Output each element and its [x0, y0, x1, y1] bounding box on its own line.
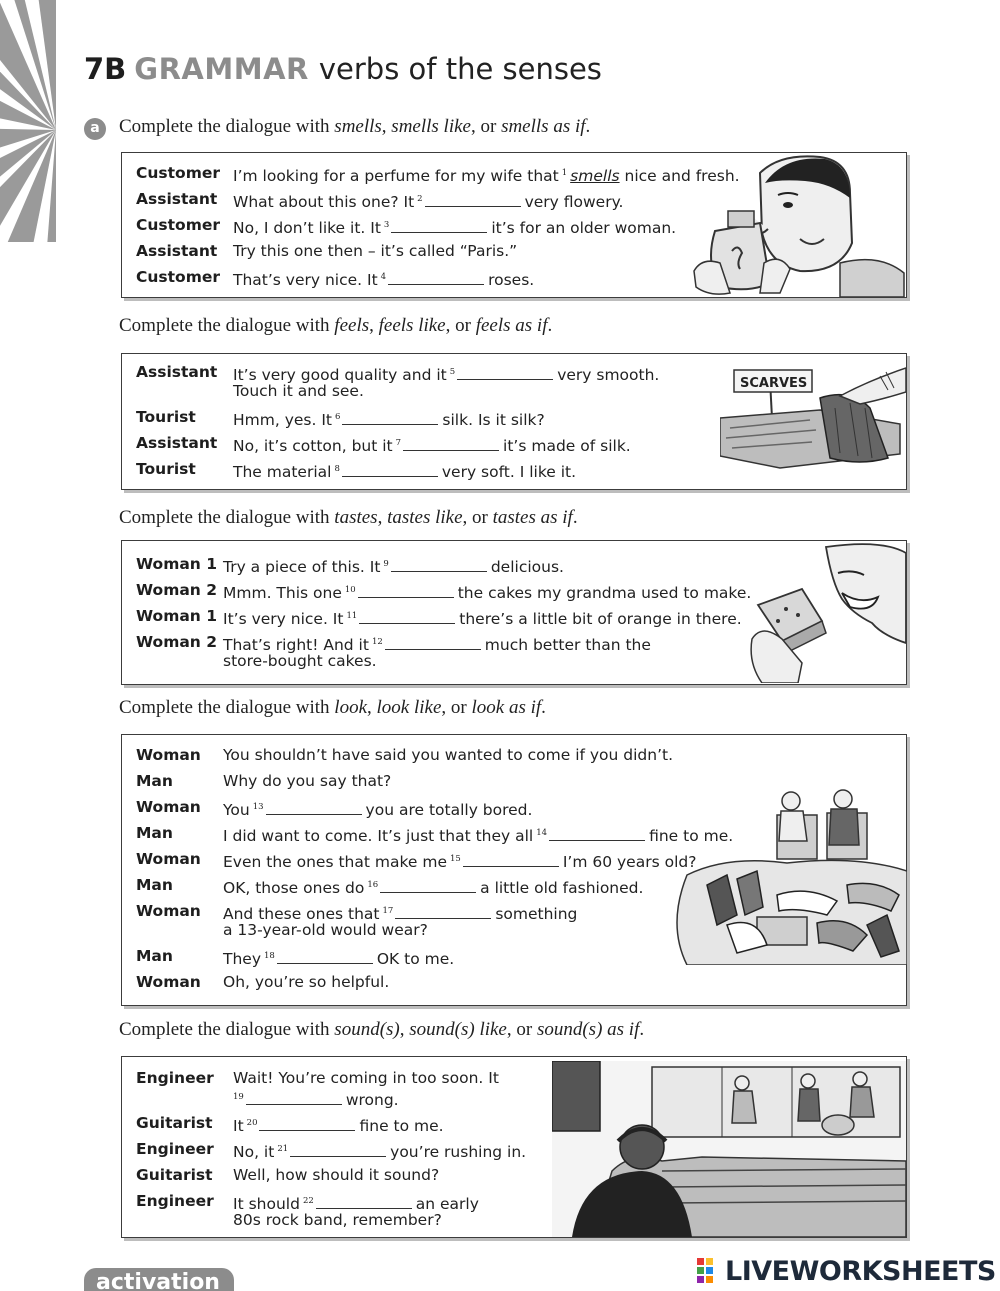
speaker: Woman [136, 973, 201, 991]
speaker: Tourist [136, 408, 196, 426]
recording-studio-illustration [552, 1061, 906, 1237]
answer-blank[interactable] [391, 219, 487, 233]
dialogue-line: What about this one? It $^2$ very flowery. [233, 193, 624, 211]
answer-blank[interactable] [403, 437, 499, 451]
answer-blank[interactable] [359, 610, 455, 624]
example-answer: smells [570, 167, 620, 185]
answer-blank[interactable] [277, 950, 373, 964]
dialogue-line: That’s very nice. It $^4$ roses. [233, 271, 535, 289]
answer-blank[interactable] [457, 366, 553, 380]
dialogue-line: It should $^{22}$ an early [233, 1195, 479, 1213]
dialogue-line: They $^{18}$ OK to me. [223, 950, 455, 968]
liveworksheets-brand: LIVEWORKSHEETS [725, 1256, 996, 1287]
dialogue-box-look [121, 734, 907, 1006]
answer-blank[interactable] [266, 801, 362, 815]
dialogue-box-smells [121, 152, 907, 298]
answer-blank[interactable] [259, 1117, 355, 1131]
dialogue-line: OK, those ones do $^{16}$ a little old fashioned. [223, 879, 644, 897]
dialogue-line: Try this one then – it’s called “Paris.” [233, 242, 518, 260]
speaker: Engineer [136, 1069, 214, 1087]
instruction-tastes: Complete the dialogue with tastes, tastes like, or tastes as if. [119, 507, 578, 528]
corner-rays-decoration [0, 0, 56, 242]
dialogue-line: It’s very nice. It $^{11}$ there’s a little bit of orange in there. [223, 610, 742, 628]
speaker: Man [136, 947, 173, 965]
speaker: Woman 1 [136, 555, 218, 573]
liveworksheets-icon [697, 1258, 723, 1284]
answer-blank[interactable] [395, 905, 491, 919]
speaker: Assistant [136, 190, 218, 208]
scarves-stall-illustration [720, 358, 906, 476]
speaker: Guitarist [136, 1114, 213, 1132]
speaker: Engineer [136, 1192, 214, 1210]
speaker: Engineer [136, 1140, 214, 1158]
answer-blank[interactable] [342, 411, 438, 425]
dialogue-line: That’s right! And it $^{12}$ much better than the [223, 636, 651, 654]
dialogue-line-continued: Touch it and see. [233, 382, 364, 400]
answer-blank[interactable] [290, 1143, 386, 1157]
dialogue-box-sounds [121, 1056, 907, 1238]
dialogue-line: It’s very good quality and it $^5$ very smooth. [233, 366, 660, 384]
dialogue-line: And these ones that $^{17}$ something [223, 905, 578, 923]
dialogue-line: Wait! You’re coming in too soon. It [233, 1069, 499, 1087]
section-label: GRAMMAR [134, 52, 309, 86]
dialogue-line: Mmm. This one $^{10}$ the cakes my grandma used to make. [223, 584, 752, 602]
speaker: Assistant [136, 242, 218, 260]
speaker: Tourist [136, 460, 196, 478]
dialogue-line: You $^{13}$ you are totally bored. [223, 801, 533, 819]
speaker: Woman [136, 746, 201, 764]
dialogue-line: No, I don’t like it. It $^3$ it’s for an older woman. [233, 219, 677, 237]
liveworksheets-logo [697, 1255, 996, 1289]
topic-title: verbs of the senses [318, 52, 602, 86]
speaker: Assistant [136, 434, 218, 452]
man-smelling-perfume-illustration [690, 153, 906, 297]
speaker: Woman 2 [136, 633, 218, 651]
instruction-feels: Complete the dialogue with feels, feels like, or feels as if. [119, 315, 553, 336]
instruction-smells: Complete the dialogue with smells, smells like, or smells as if. [119, 116, 591, 137]
speaker: Customer [136, 268, 221, 286]
dialogue-line: Oh, you’re so helpful. [223, 973, 390, 991]
dialogue-line: Hmm, yes. It $^6$ silk. Is it silk? [233, 411, 545, 429]
woman-eating-cake-illustration [742, 543, 906, 683]
speaker: Customer [136, 164, 221, 182]
dialogue-line-continued: store-bought cakes. [223, 652, 377, 670]
shoe-shop-couple-illustration [667, 775, 907, 965]
answer-blank[interactable] [391, 558, 487, 572]
instruction-look: Complete the dialogue with look, look like, or look as if. [119, 697, 546, 718]
speaker: Customer [136, 216, 221, 234]
dialogue-line: Try a piece of this. It $^9$ delicious. [223, 558, 564, 576]
dialogue-line: Even the ones that make me $^{15}$ I’m 60 years old? [223, 853, 697, 871]
speaker: Woman [136, 902, 201, 920]
answer-blank[interactable] [380, 879, 476, 893]
answer-blank[interactable] [342, 463, 438, 477]
dialogue-line: No, it’s cotton, but it $^7$ it’s made of silk. [233, 437, 631, 455]
dialogue-line-continued: $^{19}$ wrong. [233, 1091, 399, 1109]
page-title [84, 52, 602, 86]
answer-blank[interactable] [549, 827, 645, 841]
unit-number: 7B [84, 52, 127, 86]
dialogue-line: You shouldn’t have said you wanted to come if you didn’t. [223, 746, 674, 764]
dialogue-box-feels [121, 353, 907, 490]
answer-blank[interactable] [388, 271, 484, 285]
speaker: Man [136, 772, 173, 790]
activation-tab: activation [84, 1268, 234, 1291]
dialogue-line: The material $^8$ very soft. I like it. [233, 463, 577, 481]
answer-blank[interactable] [385, 636, 481, 650]
speaker: Assistant [136, 363, 218, 381]
speaker: Woman [136, 798, 201, 816]
dialogue-line-continued: a 13-year-old would wear? [223, 921, 428, 939]
dialogue-box-tastes [121, 540, 907, 685]
speaker: Woman 1 [136, 607, 218, 625]
speaker: Man [136, 876, 173, 894]
scarves-sign-text: SCARVES [740, 376, 808, 391]
speaker: Guitarist [136, 1166, 213, 1184]
dialogue-line: No, it $^{21}$ you’re rushing in. [233, 1143, 527, 1161]
dialogue-line: I did want to come. It’s just that they all $^{14}$ fine to me. [223, 827, 734, 845]
answer-blank[interactable] [358, 584, 454, 598]
section-badge: a [84, 118, 106, 140]
speaker: Woman [136, 850, 201, 868]
speaker: Woman 2 [136, 581, 218, 599]
answer-blank[interactable] [463, 853, 559, 867]
answer-blank[interactable] [246, 1091, 342, 1105]
dialogue-line: Well, how should it sound? [233, 1166, 440, 1184]
speaker: Man [136, 824, 173, 842]
answer-blank[interactable] [425, 193, 521, 207]
instruction-sounds: Complete the dialogue with sound(s), sound(s) like, or sound(s) as if. [119, 1019, 645, 1040]
dialogue-line: It $^{20}$ fine to me. [233, 1117, 444, 1135]
dialogue-line-continued: 80s rock band, remember? [233, 1211, 442, 1229]
dialogue-line: Why do you say that? [223, 772, 392, 790]
answer-blank[interactable] [316, 1195, 412, 1209]
dialogue-line: I’m looking for a perfume for my wife that $^1$ smells nice and fresh. [233, 167, 740, 185]
